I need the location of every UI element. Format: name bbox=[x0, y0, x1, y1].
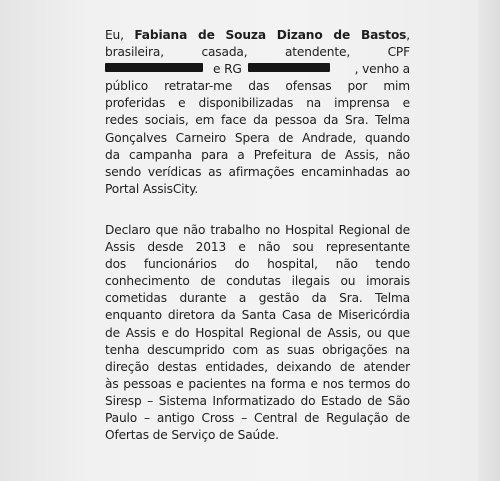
text-line: Gonçalves Carneiro Spera de Andrade, quando bbox=[105, 130, 410, 145]
text-line: sendo verídicas as afirmações encaminhadas ao bbox=[105, 164, 410, 179]
text-line: enquanto diretora da Santa Casa de Misericórdia bbox=[105, 308, 410, 323]
text-line: cometidas durante a gestão da Sra. Telma bbox=[105, 291, 410, 306]
redacted-rg bbox=[248, 63, 330, 72]
word: e RG bbox=[213, 62, 242, 77]
text-line: conhecimento de condutas ilegais ou imorais bbox=[105, 274, 410, 289]
text-line: Declaro que não trabalho no Hospital Regional de bbox=[105, 223, 410, 237]
text-line: Portal AssisCity. bbox=[105, 181, 199, 196]
text-line: tenha descumprido com as suas obrigações na bbox=[105, 342, 410, 357]
text-line: Assis desde 2013 e não sou representante bbox=[105, 240, 410, 255]
word: brasileira, bbox=[105, 45, 164, 60]
signer-name: Fabiana de Souza Dizano de Bastos bbox=[134, 28, 407, 42]
text-line bbox=[105, 44, 410, 61]
paragraph-retraction bbox=[105, 27, 410, 198]
text-line: redes sociais, em face da pessoa da Sra. Telma bbox=[105, 113, 410, 128]
text-line: público retratar-me das ofensas por mim bbox=[105, 79, 410, 94]
text-line: da campanha para a Prefeitura de Assis, não bbox=[105, 147, 410, 162]
line-tail: , venho a bbox=[354, 62, 410, 77]
text-line: Ofertas de Serviço de Saúde. bbox=[105, 428, 279, 443]
text-line: Siresp – Sistema Informatizado do Estado de São bbox=[105, 393, 410, 408]
paragraph-declaration bbox=[105, 222, 410, 444]
word: CPF bbox=[387, 45, 410, 60]
text-line: proferidas e disponibilizadas na imprensa e bbox=[105, 96, 410, 111]
text-line: dos funcionários do hospital, não tendo bbox=[105, 257, 410, 272]
text-line bbox=[105, 61, 410, 78]
text-line bbox=[105, 27, 410, 44]
text-line: às pessoas e pacientes na forma e nos termos do bbox=[105, 376, 410, 391]
line-suffix: , bbox=[406, 28, 411, 42]
word: atendente, bbox=[284, 45, 351, 60]
text-line: Paulo – antigo Cross – Central de Regulação de bbox=[105, 411, 410, 426]
text-line: direção destas entidades, deixando de atender bbox=[105, 359, 410, 374]
line-prefix: Eu, bbox=[105, 28, 135, 42]
word: casada, bbox=[201, 45, 248, 60]
page-edge-shadow bbox=[478, 0, 500, 481]
text-line: de Assis e do Hospital Regional de Assis, ou que bbox=[105, 325, 410, 340]
redacted-cpf bbox=[105, 63, 203, 72]
